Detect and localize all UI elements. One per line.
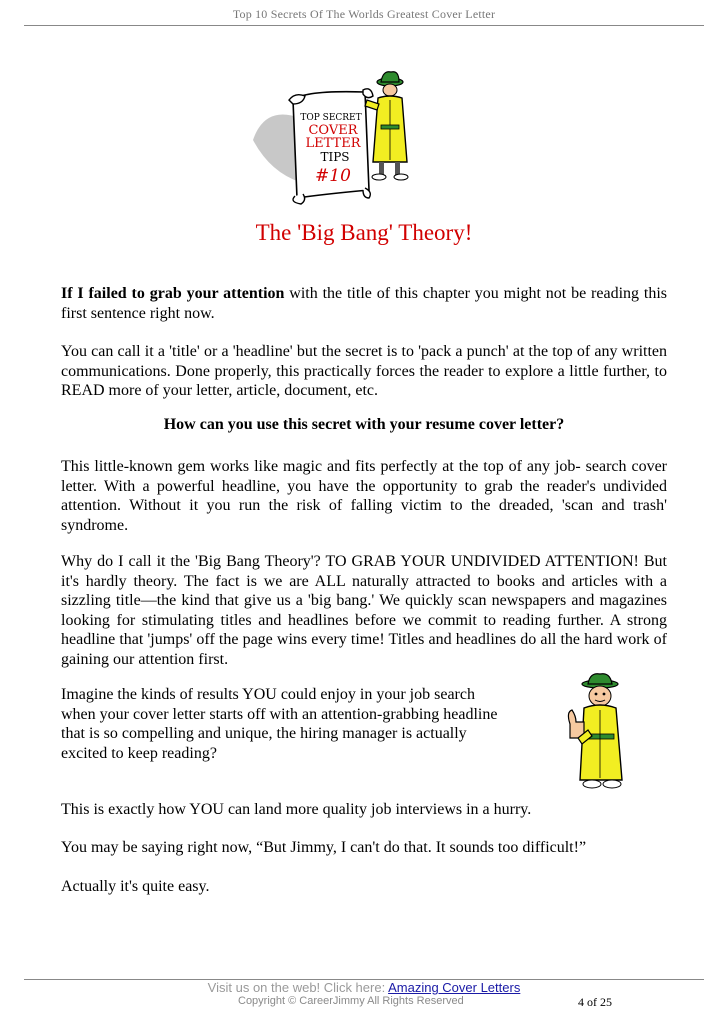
paragraph-little-known-gem: This little-known gem works like magic and fits perfectly at the top of any job- search cover letter. With a powerful headline, you have the opportunity to grab the reader's undivided attention. Without it you run the risk of falling victim to the dreaded, 'scan and trash' syndrome. <box>61 458 667 534</box>
thumbs-up-detective-icon <box>568 674 622 788</box>
detective-scroll-illustration <box>245 70 425 205</box>
scroll-text-cover: COVER <box>308 123 358 138</box>
footer-link-amazing-cover-letters[interactable]: Amazing Cover Letters <box>388 980 521 995</box>
paragraph-quite-easy: Actually it's quite easy. <box>61 878 210 895</box>
section-subheading: How can you use this secret with your resume cover letter? <box>163 416 565 433</box>
scroll-text-number: #10 <box>315 166 351 186</box>
thumbs-up-detective-illustration <box>558 672 638 792</box>
detective-icon <box>365 72 408 180</box>
intro-bold-lead: If I failed to grab your attention <box>61 285 285 302</box>
paragraph-intro <box>61 284 667 323</box>
paragraph-land-interviews: This is exactly how YOU can land more quality job interviews in a hurry. <box>61 801 532 818</box>
scroll-text-letter: LETTER <box>305 136 361 151</box>
scroll-text-tips: TIPS <box>320 150 350 164</box>
paragraph-objection: You may be saying right now, “But Jimmy, I can't do that. It sounds too difficult!” <box>61 839 587 856</box>
paragraph-imagine-results: Imagine the kinds of results YOU could enjoy in your job search when your cover letter starts off with an attention-grabbing headline that is so compelling and unique, the hiring manager is actually excited to keep reading? <box>61 686 498 762</box>
running-header: Top 10 Secrets Of The Worlds Greatest Cover Letter <box>232 7 496 21</box>
intro-rest: with the title of this chapter you might not be reading this first sentence right now. <box>61 285 667 322</box>
footer-visit-line <box>0 980 728 995</box>
header-rule <box>24 25 704 26</box>
footer-copyright: Copyright © CareerJimmy All Rights Reserved <box>238 995 464 1007</box>
paragraph-title-headline: You can call it a 'title' or a 'headline' but the secret is to 'pack a punch' at the top of any written communications. Done properly, this practically forces the reader to explore a little further, to READ more of your letter, article, document, etc. <box>61 343 667 399</box>
footer-visit-text: Visit us on the web! Click here: <box>207 980 389 995</box>
scroll-text-top-secret: TOP SECRET <box>300 113 362 123</box>
illustration-shadow <box>253 114 300 182</box>
page-number: 4 of 25 <box>578 995 612 1009</box>
paragraph-big-bang-theory: Why do I call it the 'Big Bang Theory'? TO GRAB YOUR UNDIVIDED ATTENTION! But it's hardly theory. The fact is we are ALL naturally attracted to books and articles with a sizzling title—the kind that give us a 'big bang.' We quickly scan newspapers and magazines looking for stimulating titles and headlines before we commit to reading further. A strong headline that 'jumps' off the page wins every time! Titles and headlines do all the hard work of gaining our attention first. <box>61 553 667 668</box>
chapter-title: The 'Big Bang' Theory! <box>255 220 473 245</box>
